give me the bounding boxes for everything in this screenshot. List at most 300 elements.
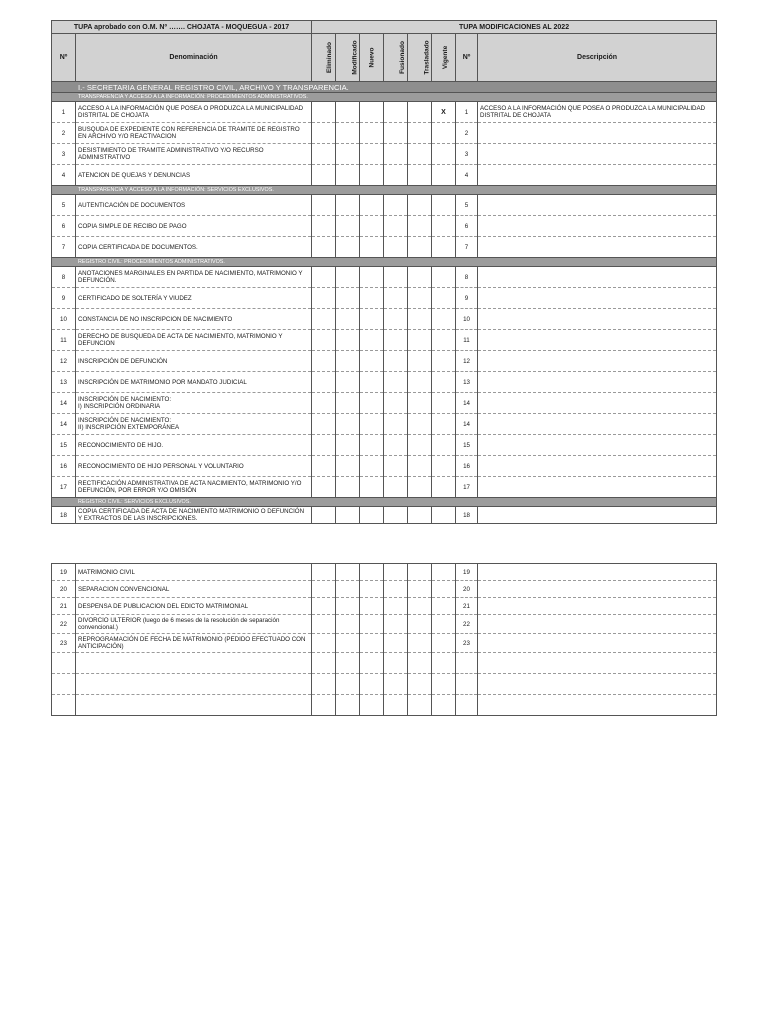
row-number-2 (456, 653, 478, 674)
row-descripcion (478, 674, 717, 695)
section-row (52, 82, 717, 93)
cell-nuevo (360, 237, 384, 258)
table-row (52, 330, 717, 351)
row-descripcion (478, 237, 717, 258)
row-denominacion: BUSQUDA DE EXPEDIENTE CON REFERENCIA DE TRAMITE DE REGISTRO EN ARCHIVO Y/O REACTIVACION (76, 123, 312, 144)
cell-eliminado (312, 581, 336, 598)
row-descripcion: ACCESO A LA INFORMACIÓN QUE POSEA O PRODUZCA LA MUNICIPALIDAD DISTRITAL DE CHOJATA (478, 102, 717, 123)
cell-nuevo (360, 330, 384, 351)
cell-fusionado (384, 216, 408, 237)
cell-trasladado (408, 123, 432, 144)
tupa-modifications-title: TUPA MODIFICACIONES AL 2022 (312, 21, 717, 34)
row-number (52, 653, 76, 674)
cell-vigente (432, 435, 456, 456)
cell-vigente: X (432, 102, 456, 123)
row-number: 17 (52, 477, 76, 498)
cell-trasladado (408, 581, 432, 598)
cell-nuevo (360, 309, 384, 330)
row-descripcion (478, 330, 717, 351)
row-descripcion (478, 653, 717, 674)
cell-modificado (336, 456, 360, 477)
cell-fusionado (384, 507, 408, 524)
row-number-2: 16 (456, 456, 478, 477)
cell-eliminado (312, 144, 336, 165)
subsection-row (52, 186, 717, 195)
tupa-approved-title: TUPA aprobado con O.M. Nº ……. CHOJATA - MOQUEGUA - 2017 (52, 21, 312, 34)
row-number: 13 (52, 372, 76, 393)
column-header-row (52, 34, 717, 82)
cell-fusionado (384, 351, 408, 372)
subsection-row (52, 93, 717, 102)
cell-modificado (336, 216, 360, 237)
cell-nuevo (360, 195, 384, 216)
cell-trasladado (408, 267, 432, 288)
cell-vigente (432, 372, 456, 393)
table-row (52, 195, 717, 216)
cell-modificado (336, 267, 360, 288)
cell-nuevo (360, 695, 384, 716)
table-row (52, 372, 717, 393)
cell-vigente (432, 288, 456, 309)
rows-group-5 (52, 564, 717, 653)
table-row (52, 267, 717, 288)
blank-row (52, 674, 717, 695)
cell-trasladado (408, 165, 432, 186)
row-descripcion (478, 695, 717, 716)
cell-nuevo (360, 216, 384, 237)
row-denominacion (76, 653, 312, 674)
cell-fusionado (384, 288, 408, 309)
cell-nuevo (360, 414, 384, 435)
row-descripcion (478, 372, 717, 393)
cell-modificado (336, 477, 360, 498)
rows-group-2 (52, 195, 717, 258)
row-number: 1 (52, 102, 76, 123)
cell-eliminado (312, 653, 336, 674)
cell-nuevo (360, 102, 384, 123)
cell-eliminado (312, 634, 336, 653)
table-title-row (52, 21, 717, 34)
row-number-2: 15 (456, 435, 478, 456)
row-number-2: 23 (456, 634, 478, 653)
section-title: I.- SECRETARIA GENERAL REGISTRO CIVIL, ARCHIVO Y TRANSPARENCIA. (52, 82, 717, 93)
cell-eliminado (312, 598, 336, 615)
row-number-2: 12 (456, 351, 478, 372)
row-descripcion (478, 267, 717, 288)
row-number-2: 19 (456, 564, 478, 581)
cell-eliminado (312, 288, 336, 309)
row-number: 2 (52, 123, 76, 144)
row-number: 20 (52, 581, 76, 598)
row-denominacion: RECONOCIMIENTO DE HIJO PERSONAL Y VOLUNTARIO (76, 456, 312, 477)
cell-trasladado (408, 351, 432, 372)
table-row (52, 564, 717, 581)
cell-fusionado (384, 267, 408, 288)
cell-nuevo (360, 288, 384, 309)
row-number-2: 14 (456, 393, 478, 414)
cell-fusionado (384, 414, 408, 435)
row-number: 15 (52, 435, 76, 456)
row-number-2: 9 (456, 288, 478, 309)
cell-modificado (336, 695, 360, 716)
row-denominacion: RECONOCIMIENTO DE HIJO. (76, 435, 312, 456)
cell-vigente (432, 653, 456, 674)
col-fusionado: Fusionado (398, 41, 406, 74)
cell-vigente (432, 456, 456, 477)
cell-fusionado (384, 695, 408, 716)
subsection-title: TRANSPARENCIA Y ACCESO A LA INFORMACIÓN: SERVICIOS EXCLUSIVOS. (52, 186, 717, 195)
cell-eliminado (312, 435, 336, 456)
cell-trasladado (408, 414, 432, 435)
row-number: 21 (52, 598, 76, 615)
col-trasladado: Trasladado (423, 40, 431, 75)
cell-vigente (432, 393, 456, 414)
cell-eliminado (312, 507, 336, 524)
row-denominacion: COPIA SIMPLE DE RECIBO DE PAGO (76, 216, 312, 237)
cell-eliminado (312, 351, 336, 372)
row-number-2: 1 (456, 102, 478, 123)
cell-trasladado (408, 634, 432, 653)
cell-modificado (336, 674, 360, 695)
cell-trasladado (408, 309, 432, 330)
cell-modificado (336, 165, 360, 186)
cell-trasladado (408, 653, 432, 674)
table-row (52, 414, 717, 435)
cell-modificado (336, 507, 360, 524)
cell-trasladado (408, 435, 432, 456)
cell-fusionado (384, 123, 408, 144)
cell-fusionado (384, 393, 408, 414)
table-row (52, 144, 717, 165)
cell-eliminado (312, 674, 336, 695)
cell-vigente (432, 695, 456, 716)
cell-nuevo (360, 165, 384, 186)
row-denominacion: COPIA CERTIFICADA DE ACTA DE NACIMIENTO MATRIMONIO O DEFUNCIÓN Y EXTRACTOS DE LAS INSCRIPCIONES. (76, 507, 312, 524)
table-row (52, 102, 717, 123)
cell-modificado (336, 564, 360, 581)
table-row (52, 288, 717, 309)
row-number-2: 7 (456, 237, 478, 258)
cell-fusionado (384, 653, 408, 674)
row-number-2: 2 (456, 123, 478, 144)
row-number: 12 (52, 351, 76, 372)
col-descripcion: Descripción (478, 34, 717, 82)
row-denominacion: INSCRIPCIÓN DE NACIMIENTO: II) INSCRIPCIÓN EXTEMPORÁNEA (76, 414, 312, 435)
row-number-2: 8 (456, 267, 478, 288)
cell-nuevo (360, 267, 384, 288)
cell-fusionado (384, 237, 408, 258)
row-descripcion (478, 414, 717, 435)
row-number (52, 674, 76, 695)
row-denominacion: ATENCION DE QUEJAS Y DENUNCIAS (76, 165, 312, 186)
cell-vigente (432, 195, 456, 216)
row-descripcion (478, 309, 717, 330)
cell-modificado (336, 123, 360, 144)
cell-modificado (336, 102, 360, 123)
cell-eliminado (312, 102, 336, 123)
row-number: 22 (52, 615, 76, 634)
cell-nuevo (360, 581, 384, 598)
row-number-2: 14 (456, 414, 478, 435)
cell-vigente (432, 351, 456, 372)
row-descripcion (478, 598, 717, 615)
subsection-title: REGISTRO CIVIL: SERVICIOS EXCLUSIVOS. (52, 498, 717, 507)
cell-eliminado (312, 615, 336, 634)
col-no-2: Nº (456, 34, 478, 82)
cell-eliminado (312, 414, 336, 435)
cell-fusionado (384, 598, 408, 615)
cell-eliminado (312, 456, 336, 477)
row-denominacion: SEPARACION CONVENCIONAL (76, 581, 312, 598)
row-number: 7 (52, 237, 76, 258)
cell-nuevo (360, 477, 384, 498)
cell-vigente (432, 477, 456, 498)
row-number-2: 4 (456, 165, 478, 186)
cell-fusionado (384, 372, 408, 393)
cell-eliminado (312, 695, 336, 716)
row-descripcion (478, 634, 717, 653)
cell-vigente (432, 414, 456, 435)
cell-trasladado (408, 144, 432, 165)
row-number-2: 21 (456, 598, 478, 615)
row-descripcion (478, 216, 717, 237)
row-denominacion: COPIA CERTIFICADA DE DOCUMENTOS. (76, 237, 312, 258)
cell-nuevo (360, 435, 384, 456)
cell-vigente (432, 564, 456, 581)
cell-eliminado (312, 267, 336, 288)
cell-fusionado (384, 674, 408, 695)
table-row (52, 615, 717, 634)
cell-vigente (432, 165, 456, 186)
cell-nuevo (360, 653, 384, 674)
table-row (52, 634, 717, 653)
cell-trasladado (408, 195, 432, 216)
row-number: 9 (52, 288, 76, 309)
row-number-2 (456, 695, 478, 716)
row-number: 10 (52, 309, 76, 330)
row-denominacion: AUTENTICACIÓN DE DOCUMENTOS (76, 195, 312, 216)
cell-trasladado (408, 598, 432, 615)
cell-modificado (336, 414, 360, 435)
row-number-2: 6 (456, 216, 478, 237)
table-row (52, 309, 717, 330)
row-number: 3 (52, 144, 76, 165)
cell-fusionado (384, 634, 408, 653)
row-denominacion: DERECHO DE BUSQUEDA DE ACTA DE NACIMIENTO, MATRIMONIO Y DEFUNCION (76, 330, 312, 351)
cell-modificado (336, 144, 360, 165)
cell-fusionado (384, 195, 408, 216)
cell-vigente (432, 598, 456, 615)
row-number-2: 13 (456, 372, 478, 393)
cell-nuevo (360, 456, 384, 477)
cell-nuevo (360, 393, 384, 414)
cell-modificado (336, 330, 360, 351)
row-descripcion (478, 288, 717, 309)
cell-trasladado (408, 237, 432, 258)
table-row (52, 456, 717, 477)
cell-trasladado (408, 507, 432, 524)
cell-nuevo (360, 615, 384, 634)
row-descripcion (478, 165, 717, 186)
cell-nuevo (360, 123, 384, 144)
row-number: 4 (52, 165, 76, 186)
cell-modificado (336, 309, 360, 330)
row-number: 8 (52, 267, 76, 288)
row-descripcion (478, 195, 717, 216)
cell-fusionado (384, 102, 408, 123)
cell-eliminado (312, 165, 336, 186)
cell-eliminado (312, 393, 336, 414)
cell-vigente (432, 507, 456, 524)
table-row (52, 351, 717, 372)
cell-modificado (336, 288, 360, 309)
row-denominacion: ANOTACIONES MARGINALES EN PARTIDA DE NACIMIENTO, MATRIMONIO Y DEFUNCIÓN. (76, 267, 312, 288)
cell-eliminado (312, 477, 336, 498)
col-denominacion: Denominación (76, 34, 312, 82)
row-denominacion: ACCESO A LA INFORMACIÓN QUE POSEA O PRODUZCA LA MUNICIPALIDAD DISTRITAL DE CHOJATA (76, 102, 312, 123)
row-denominacion: MATRIMONIO CIVIL (76, 564, 312, 581)
cell-modificado (336, 435, 360, 456)
cell-vigente (432, 123, 456, 144)
cell-eliminado (312, 372, 336, 393)
cell-vigente (432, 674, 456, 695)
table-row (52, 581, 717, 598)
row-descripcion (478, 477, 717, 498)
row-denominacion: INSCRIPCIÓN DE NACIMIENTO: I) INSCRIPCIÓN ORDINARIA (76, 393, 312, 414)
rows-group-blank (52, 653, 717, 716)
row-denominacion (76, 674, 312, 695)
cell-vigente (432, 267, 456, 288)
cell-eliminado (312, 564, 336, 581)
cell-fusionado (384, 564, 408, 581)
tupa-table-page-1 (51, 20, 717, 524)
cell-nuevo (360, 634, 384, 653)
row-descripcion (478, 123, 717, 144)
row-descripcion (478, 456, 717, 477)
table-row (52, 216, 717, 237)
row-descripcion (478, 351, 717, 372)
blank-row (52, 653, 717, 674)
row-number: 6 (52, 216, 76, 237)
cell-eliminado (312, 216, 336, 237)
cell-vigente (432, 237, 456, 258)
cell-modificado (336, 237, 360, 258)
row-number: 19 (52, 564, 76, 581)
cell-nuevo (360, 598, 384, 615)
row-number: 14 (52, 414, 76, 435)
cell-vigente (432, 330, 456, 351)
cell-nuevo (360, 144, 384, 165)
cell-nuevo (360, 507, 384, 524)
cell-trasladado (408, 288, 432, 309)
row-number: 14 (52, 393, 76, 414)
table-row (52, 477, 717, 498)
row-denominacion: INSCRIPCIÓN DE MATRIMONIO POR MANDATO JUDICIAL (76, 372, 312, 393)
row-number-2: 11 (456, 330, 478, 351)
row-denominacion: DIVORCIO ULTERIOR (luego de 6 meses de la resolución de separación convencional.) (76, 615, 312, 634)
cell-eliminado (312, 195, 336, 216)
col-eliminado: Eliminado (326, 41, 334, 74)
table-row (52, 123, 717, 144)
cell-trasladado (408, 216, 432, 237)
cell-modificado (336, 393, 360, 414)
subsection-title: TRANSPARENCIA Y ACCESO A LA INFORMACIÓN: PROCEDIMIENTOS ADMINISTRATIVOS. (52, 93, 717, 102)
row-denominacion (76, 695, 312, 716)
cell-modificado (336, 653, 360, 674)
row-descripcion (478, 507, 717, 524)
cell-nuevo (360, 372, 384, 393)
cell-trasladado (408, 102, 432, 123)
cell-modificado (336, 195, 360, 216)
table-row (52, 507, 717, 524)
cell-trasladado (408, 674, 432, 695)
col-modificado: Modificado (351, 40, 359, 75)
col-vigente: Vigente (442, 45, 450, 70)
subsection-title: REGISTRO CIVIL: PROCEDIMIENTOS ADMINISTRATIVOS. (52, 258, 717, 267)
row-number: 11 (52, 330, 76, 351)
cell-fusionado (384, 456, 408, 477)
row-number: 16 (52, 456, 76, 477)
row-number: 5 (52, 195, 76, 216)
col-no: Nº (52, 34, 76, 82)
cell-fusionado (384, 330, 408, 351)
row-number-2: 22 (456, 615, 478, 634)
rows-group-1 (52, 102, 717, 186)
cell-modificado (336, 598, 360, 615)
row-descripcion (478, 615, 717, 634)
row-denominacion: INSCRIPCIÓN DE DEFUNCIÓN (76, 351, 312, 372)
row-denominacion: RECTIFICACIÓN ADMINISTRATIVA DE ACTA NACIMIENTO, MATRIMONIO Y/O DEFUNCIÓN, POR ERROR Y/O OMISIÓN (76, 477, 312, 498)
cell-trasladado (408, 477, 432, 498)
cell-eliminado (312, 309, 336, 330)
rows-group-3 (52, 267, 717, 498)
cell-fusionado (384, 435, 408, 456)
cell-trasladado (408, 456, 432, 477)
cell-fusionado (384, 144, 408, 165)
cell-trasladado (408, 564, 432, 581)
row-number: 18 (52, 507, 76, 524)
row-descripcion (478, 564, 717, 581)
cell-vigente (432, 216, 456, 237)
cell-vigente (432, 581, 456, 598)
row-number-2: 18 (456, 507, 478, 524)
table-row (52, 393, 717, 414)
cell-trasladado (408, 330, 432, 351)
row-descripcion (478, 144, 717, 165)
subsection-row (52, 258, 717, 267)
row-number-2: 5 (456, 195, 478, 216)
row-denominacion: CERTIFICADO DE SOLTERÍA Y VIUDEZ (76, 288, 312, 309)
table-row (52, 165, 717, 186)
cell-eliminado (312, 237, 336, 258)
row-number (52, 695, 76, 716)
table-row (52, 435, 717, 456)
cell-fusionado (384, 165, 408, 186)
cell-fusionado (384, 477, 408, 498)
row-number-2: 10 (456, 309, 478, 330)
row-descripcion (478, 435, 717, 456)
cell-vigente (432, 634, 456, 653)
cell-modificado (336, 372, 360, 393)
row-number: 23 (52, 634, 76, 653)
row-number-2 (456, 674, 478, 695)
cell-modificado (336, 615, 360, 634)
cell-modificado (336, 634, 360, 653)
row-number-2: 17 (456, 477, 478, 498)
row-descripcion (478, 393, 717, 414)
cell-modificado (336, 581, 360, 598)
table-row (52, 237, 717, 258)
